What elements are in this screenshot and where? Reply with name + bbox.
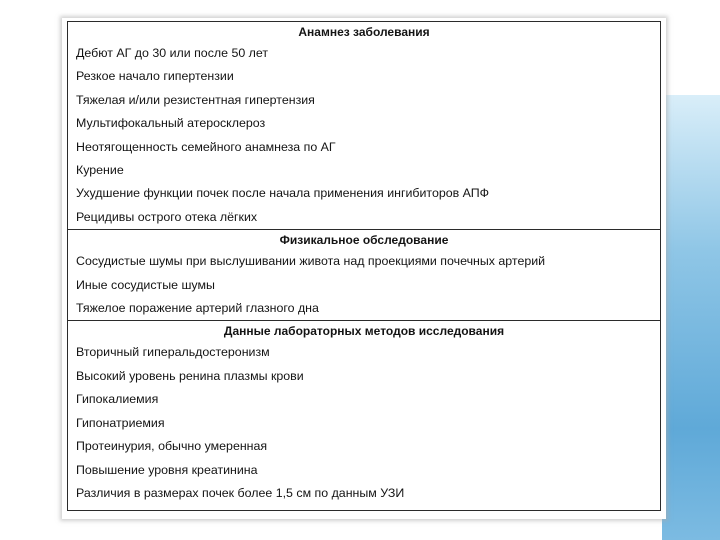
table-row	[68, 136, 661, 159]
table-row	[68, 112, 661, 135]
list-item: Повышение уровня креатинина	[76, 462, 258, 477]
criteria-table	[67, 21, 661, 511]
list-item: Гипонатриемия	[76, 415, 165, 430]
list-item: Гипокалиемия	[76, 392, 159, 407]
table-row	[68, 250, 661, 273]
list-item: Вторичный гиперальдостеронизм	[76, 345, 270, 360]
section-header-row	[68, 230, 661, 251]
table-row	[68, 435, 661, 458]
section-header-row	[68, 321, 661, 342]
table-row	[68, 459, 661, 482]
list-item: Высокий уровень ренина плазмы крови	[76, 368, 304, 383]
section-header-anamnesis: Анамнез заболевания	[298, 25, 430, 39]
list-item: Сосудистые шумы при выслушивании живота над проекциями почечных артерий	[76, 254, 546, 269]
list-item: Неотягощенность семейного анамнеза по АГ	[76, 139, 336, 154]
list-item: Мультифокальный атеросклероз	[76, 116, 266, 131]
table-row	[68, 159, 661, 182]
table-row	[68, 388, 661, 411]
list-item: Рецидивы острого отека лёгких	[76, 209, 258, 224]
table-row	[68, 412, 661, 435]
list-item: Дебют АГ до 30 или после 50 лет	[76, 46, 269, 60]
list-item: Тяжелое поражение артерий глазного дна	[76, 301, 319, 316]
table-row	[68, 297, 661, 321]
table-row	[68, 482, 661, 511]
section-header-row	[68, 22, 661, 43]
list-item: Курение	[76, 163, 124, 178]
table-row	[68, 42, 661, 65]
table-row	[68, 274, 661, 297]
table-row	[68, 341, 661, 364]
list-item: Различия в размерах почек более 1,5 см по данным УЗИ	[76, 485, 405, 500]
background-accent-band	[662, 95, 720, 540]
table-row	[68, 365, 661, 388]
section-header-physical-exam: Физикальное обследование	[68, 230, 661, 251]
table-row	[68, 206, 661, 230]
section-header-lab-data: Данные лабораторных методов исследования	[68, 321, 661, 342]
table-row	[68, 65, 661, 88]
list-item: Тяжелая и/или резистентная гипертензия	[76, 92, 315, 107]
table-row	[68, 182, 661, 205]
list-item: Иные сосудистые шумы	[76, 277, 215, 292]
list-item: Ухудшение функции почек после начала применения ингибиторов АПФ	[76, 186, 490, 201]
document-panel	[62, 18, 666, 519]
table-row	[68, 89, 661, 112]
list-item: Резкое начало гипертензии	[76, 69, 234, 84]
list-item: Протеинурия, обычно умеренная	[76, 439, 268, 454]
